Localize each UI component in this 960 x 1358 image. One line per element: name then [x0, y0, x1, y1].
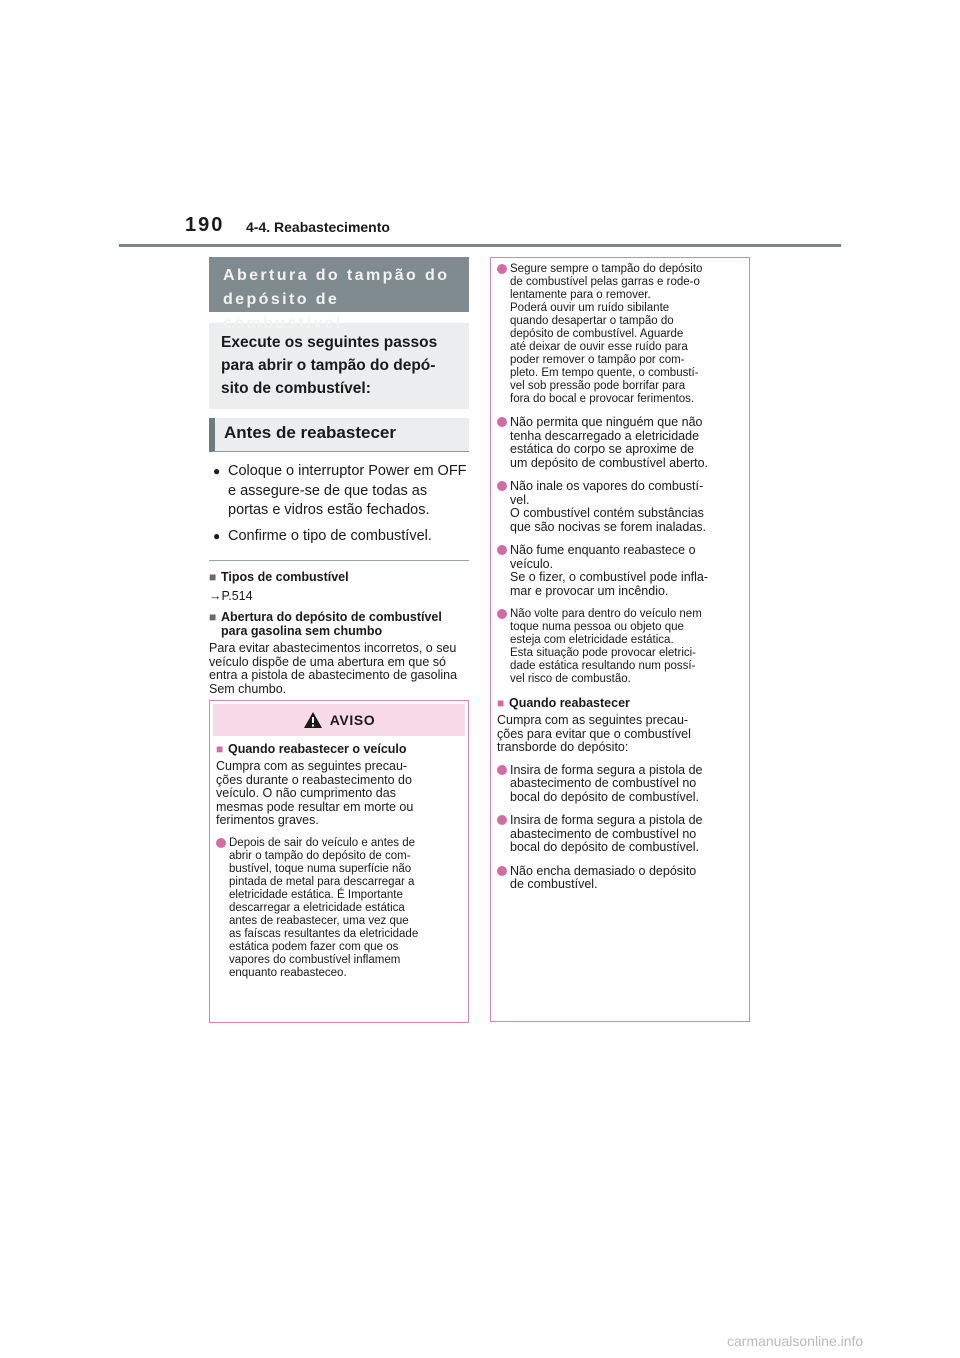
warning-paragraph: Cumpra com as seguintes precau- ções durante o reabastecimento do veículo. O não cumprimento das mesmas pode resultar em morte ou ferimentos graves. — [216, 759, 414, 827]
warning-heading: ■ Quando reabastecer — [497, 696, 630, 710]
warning-paragraph: Cumpra com as seguintes precau- ções para evitar que o combustível transborde do depósito: — [497, 713, 691, 754]
square-bullet-icon: ■ — [216, 742, 224, 756]
page-reference-link[interactable]: →P.514 — [209, 589, 253, 603]
pink-bullet-icon — [497, 765, 507, 775]
subheading-before-refueling: Antes de reabastecer — [209, 418, 469, 452]
warning-label: AVISO — [329, 712, 376, 728]
divider — [209, 560, 469, 561]
bullet-icon: ● — [213, 528, 221, 543]
pink-bullet-icon — [497, 866, 507, 876]
intro-panel: Execute os seguintes passos para abrir o tampão do depó-sito de combustível: — [209, 323, 469, 409]
pink-bullet-icon — [497, 417, 507, 427]
pink-bullet-icon — [497, 264, 507, 274]
left-column — [209, 257, 469, 696]
opening-heading: ■ Abertura do depósito de combustível para gasolina sem chumbo — [209, 610, 442, 638]
warning-item: Insira de forma segura a pistola de abastecimento de combustível no bocal do depósito de combustível. — [497, 814, 741, 855]
pink-bullet-icon — [497, 545, 507, 555]
warning-item: Não inale os vapores do combustí- vel. O combustível contém substâncias que são nocivas se forem inaladas. — [497, 480, 741, 534]
warning-box-left — [209, 700, 469, 1023]
warning-box-right — [490, 257, 750, 1022]
warning-item: Não encha demasiado o depósito de combustível. — [497, 865, 741, 892]
pink-bullet-icon — [216, 838, 226, 848]
section-title: 4-4. Reabastecimento — [246, 219, 390, 235]
warning-item: Não permita que ninguém que não tenha descarregado a eletricidade estática do corpo se aproxime de um depósito de combustível aberto. — [497, 416, 741, 470]
square-bullet-icon: ■ — [497, 696, 505, 710]
warning-triangle-icon — [303, 711, 323, 729]
bullet-icon: ● — [213, 464, 221, 478]
step-item: ● Coloque o interruptor Power em OFF e assegure-se de que todas as portas e vidros estão fechados. — [213, 463, 467, 518]
fuel-types-heading: ■ Tipos de combustível — [209, 570, 349, 584]
pink-bullet-icon — [497, 609, 507, 619]
step-item: ● Confirme o tipo de combustível. — [213, 527, 469, 547]
warning-header — [213, 704, 465, 736]
watermark: carmanualsonline.info — [727, 1333, 864, 1349]
step-list — [213, 462, 469, 546]
page-number: 190 — [185, 214, 225, 236]
warning-item: Depois de sair do veículo e antes de abrir o tampão do depósito de com- bustível, toque numa superfície não pintada de metal para descarregar a eletricidade estática. É Importante descarregar a eletricidade estática antes de reabastecer, uma vez que as faíscas resultantes da eletricidade estática podem fazer com que os vapores do combustível inflamem enquanto reabasteceo. — [216, 837, 460, 980]
pink-bullet-icon — [497, 481, 507, 491]
topic-title: Abertura do tampão do depósito de combustível — [209, 257, 469, 312]
warning-item: Insira de forma segura a pistola de abastecimento de combustível no bocal do depósito de combustível. — [497, 764, 741, 805]
square-bullet-icon: ■ — [209, 570, 217, 584]
square-bullet-icon: ■ — [209, 610, 217, 624]
warning-item: Não volte para dentro do veículo nem toque numa pessoa ou objeto que esteja com eletricidade estática. Esta situação pode provocar eletrici- dade estática resultando num possí- vel risco de combustão. — [497, 608, 741, 686]
pink-bullet-icon — [497, 815, 507, 825]
opening-text: Para evitar abastecimentos incorretos, o seu veículo dispõe de uma abertura em que só entra a pistola de abastecimento de gasolina Sem chumbo. — [209, 641, 458, 696]
header-rule — [119, 244, 841, 247]
warning-heading: ■ Quando reabastecer o veículo — [216, 742, 407, 756]
warning-item: Segure sempre o tampão do depósito de combustível pelas garras e rode-o lentamente para o remover. Poderá ouvir um ruído sibilante quando desapertar o tampão do depósito de combustível. Aguarde até deixar de ouvir esse ruído para poder remover o tampão por com- pleto. Em tempo quente, o combustí- vel sob pressão pode borrifar para fora do bocal e provocar ferimentos. — [497, 263, 741, 406]
warning-item: Não fume enquanto reabastece o veículo. Se o fizer, o combustível pode infla- mar e provocar um incêndio. — [497, 544, 741, 598]
